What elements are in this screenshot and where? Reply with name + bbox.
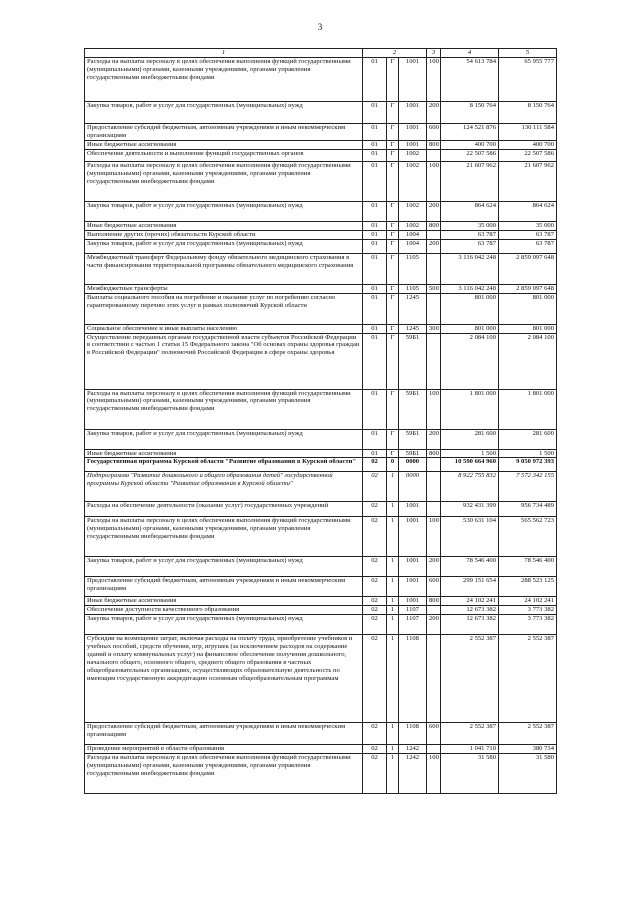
- row-name: Выплаты социального пособия на погребение и оказание услуг по погребению согласно гарантированному перечню этих услуг в рамках полномочий Курской области: [85, 293, 363, 324]
- row-amount-year-2: 130 111 584: [499, 124, 557, 141]
- row-code-direction: 1107: [399, 615, 427, 635]
- table-row: [85, 754, 557, 794]
- row-code-program: 02: [363, 597, 387, 606]
- row-code-expense-type: [427, 458, 441, 472]
- row-name: Закупка товаров, работ и услуг для государственных (муниципальных) нужд: [85, 557, 363, 577]
- table-row: [85, 124, 557, 141]
- row-code-direction: 1001: [399, 124, 427, 141]
- table-row: [85, 723, 557, 745]
- row-name: Подпрограмма "Развитие дошкольного и общего образования детей" государственной программы Курской области "Развитие образования в Курской области": [85, 472, 363, 502]
- header-col-1: 1: [85, 49, 363, 58]
- row-code-subprogram: 1: [387, 606, 399, 615]
- row-code-program: 02: [363, 635, 387, 723]
- row-amount-year-2: 2 859 097 648: [499, 253, 557, 284]
- row-code-expense-type: 600: [427, 124, 441, 141]
- row-amount-year-1: 63 787: [441, 239, 499, 253]
- row-name: Закупка товаров, работ и услуг для государственных (муниципальных) нужд: [85, 615, 363, 635]
- row-code-program: 01: [363, 449, 387, 458]
- row-code-program: 02: [363, 615, 387, 635]
- row-amount-year-1: 24 102 241: [441, 597, 499, 606]
- row-code-direction: 1245: [399, 293, 427, 324]
- row-code-program: 02: [363, 458, 387, 472]
- row-code-program: 01: [363, 284, 387, 293]
- row-code-subprogram: Г: [387, 449, 399, 458]
- row-amount-year-1: 78 546 400: [441, 557, 499, 577]
- row-amount-year-2: 288 523 125: [499, 577, 557, 597]
- row-code-expense-type: 200: [427, 102, 441, 124]
- row-amount-year-1: 12 673 382: [441, 615, 499, 635]
- row-code-direction: 1001: [399, 517, 427, 557]
- row-code-direction: 1001: [399, 58, 427, 102]
- row-code-program: 01: [363, 58, 387, 102]
- row-code-program: 01: [363, 429, 387, 449]
- row-code-program: 01: [363, 141, 387, 150]
- row-code-direction: 1001: [399, 102, 427, 124]
- row-code-program: 02: [363, 472, 387, 502]
- row-code-subprogram: 1: [387, 557, 399, 577]
- row-code-expense-type: 100: [427, 58, 441, 102]
- row-code-direction: 1004: [399, 230, 427, 239]
- header-col-5: 5: [499, 49, 557, 58]
- row-amount-year-1: 8 922 755 832: [441, 472, 499, 502]
- row-amount-year-1: 864 624: [441, 201, 499, 221]
- row-code-subprogram: Г: [387, 161, 399, 201]
- row-amount-year-2: 801 000: [499, 324, 557, 333]
- row-code-expense-type: 800: [427, 221, 441, 230]
- row-name: Обеспечение доступности качественного образования: [85, 606, 363, 615]
- row-name: Субсидии на возмещение затрат, включая расходы на оплату труда, приобретение учебников и учебных пособий, средств обучения, игр, игрушек (за исключением расходов на содержание зданий и оплату коммунальных услуг) на финансовое обеспечение получения дошкольного, начального общего, основного общего, среднего общего образования в частных общеобразовательных организациях, осуществляющих образовательную деятельность по имеющим государственную аккредитацию основным общеобразовательным программам: [85, 635, 363, 723]
- row-code-subprogram: Г: [387, 201, 399, 221]
- row-code-program: 01: [363, 221, 387, 230]
- row-code-subprogram: Г: [387, 253, 399, 284]
- row-code-program: 01: [363, 324, 387, 333]
- row-code-subprogram: 1: [387, 615, 399, 635]
- row-amount-year-1: 3 116 042 248: [441, 253, 499, 284]
- row-name: Иные бюджетные ассигнования: [85, 221, 363, 230]
- row-amount-year-2: 2 859 097 648: [499, 284, 557, 293]
- row-code-direction: 1108: [399, 723, 427, 745]
- row-code-program: 02: [363, 557, 387, 577]
- row-code-direction: 0000: [399, 458, 427, 472]
- table-row: [85, 597, 557, 606]
- row-code-subprogram: Г: [387, 149, 399, 161]
- row-amount-year-2: 63 787: [499, 230, 557, 239]
- row-code-subprogram: Г: [387, 124, 399, 141]
- row-amount-year-2: 63 787: [499, 239, 557, 253]
- row-code-program: 02: [363, 502, 387, 517]
- row-name: Расходы на обеспечение деятельности (оказание услуг) государственных учреждений: [85, 502, 363, 517]
- row-amount-year-1: 2 552 387: [441, 723, 499, 745]
- row-name: Предоставление субсидий бюджетным, автономным учреждениям и иным некоммерческим организациям: [85, 577, 363, 597]
- row-amount-year-2: 3 773 382: [499, 606, 557, 615]
- row-amount-year-1: 530 631 104: [441, 517, 499, 557]
- row-code-direction: 59Б1: [399, 389, 427, 429]
- row-name: Предоставление субсидий бюджетным, автономным учреждениям и иным некоммерческим организациям: [85, 124, 363, 141]
- row-code-program: 01: [363, 201, 387, 221]
- row-code-subprogram: Г: [387, 239, 399, 253]
- row-amount-year-1: 12 673 382: [441, 606, 499, 615]
- row-code-direction: 59Б1: [399, 449, 427, 458]
- row-amount-year-1: 63 787: [441, 230, 499, 239]
- row-code-subprogram: Г: [387, 102, 399, 124]
- row-amount-year-1: 124 521 876: [441, 124, 499, 141]
- row-name: Расходы на выплаты персоналу в целях обеспечения выполнения функций государственными (муниципальными) органами, казенными учреждениями, органами управления государственными внебюджетными фондами: [85, 754, 363, 794]
- row-code-expense-type: 200: [427, 239, 441, 253]
- row-code-expense-type: 800: [427, 597, 441, 606]
- row-amount-year-2: 8 150 764: [499, 102, 557, 124]
- row-amount-year-1: 8 150 764: [441, 102, 499, 124]
- table-row: [85, 141, 557, 150]
- row-code-program: 01: [363, 293, 387, 324]
- row-code-program: 01: [363, 161, 387, 201]
- row-code-direction: 1001: [399, 557, 427, 577]
- row-code-program: 02: [363, 745, 387, 754]
- table-row: [85, 230, 557, 239]
- row-amount-year-2: 7 572 342 155: [499, 472, 557, 502]
- row-amount-year-2: 1 801 000: [499, 389, 557, 429]
- row-amount-year-2: 281 600: [499, 429, 557, 449]
- row-name: Закупка товаров, работ и услуг для государственных (муниципальных) нужд: [85, 239, 363, 253]
- row-name: Осуществление переданных органам государственной власти субъектов Российской Федерации в соответствии с частью 1 статьи 15 Федерального закона "Об основах охраны здоровья граждан в Российской Федерации" полномочий Российской Федерации в сфере охраны здоровья: [85, 333, 363, 389]
- table-header-row: [85, 49, 557, 58]
- row-code-direction: 1002: [399, 221, 427, 230]
- row-amount-year-2: 31 580: [499, 754, 557, 794]
- row-code-expense-type: 800: [427, 141, 441, 150]
- row-code-expense-type: [427, 472, 441, 502]
- row-code-subprogram: 1: [387, 745, 399, 754]
- row-amount-year-2: 3 773 382: [499, 615, 557, 635]
- row-name: Иные бюджетные ассигнования: [85, 141, 363, 150]
- row-code-direction: 1002: [399, 161, 427, 201]
- row-code-expense-type: 200: [427, 429, 441, 449]
- row-amount-year-1: 35 000: [441, 221, 499, 230]
- row-code-subprogram: Г: [387, 429, 399, 449]
- row-name: Выполнение других (прочих) обязательств Курской области: [85, 230, 363, 239]
- row-code-expense-type: [427, 502, 441, 517]
- row-code-subprogram: 1: [387, 502, 399, 517]
- row-code-subprogram: 1: [387, 517, 399, 557]
- row-amount-year-1: 1 041 710: [441, 745, 499, 754]
- row-name: Социальное обеспечение и иные выплаты населению: [85, 324, 363, 333]
- row-code-direction: 1245: [399, 324, 427, 333]
- row-amount-year-1: 54 613 784: [441, 58, 499, 102]
- table-row: [85, 635, 557, 723]
- row-code-expense-type: 500: [427, 284, 441, 293]
- row-code-expense-type: [427, 230, 441, 239]
- row-code-expense-type: 100: [427, 754, 441, 794]
- row-amount-year-2: 65 955 777: [499, 58, 557, 102]
- row-code-expense-type: 800: [427, 449, 441, 458]
- row-amount-year-2: 1 500: [499, 449, 557, 458]
- row-amount-year-2: 21 607 962: [499, 161, 557, 201]
- row-code-expense-type: 200: [427, 557, 441, 577]
- row-amount-year-2: 9 050 972 393: [499, 458, 557, 472]
- row-amount-year-1: 1 500: [441, 449, 499, 458]
- row-code-direction: 1004: [399, 239, 427, 253]
- row-code-subprogram: Г: [387, 58, 399, 102]
- row-code-program: 02: [363, 517, 387, 557]
- row-code-direction: 1242: [399, 754, 427, 794]
- row-code-direction: 1107: [399, 606, 427, 615]
- row-code-expense-type: [427, 606, 441, 615]
- row-code-expense-type: 200: [427, 615, 441, 635]
- row-code-direction: 1001: [399, 141, 427, 150]
- row-amount-year-2: 2 084 100: [499, 333, 557, 389]
- row-amount-year-1: 281 600: [441, 429, 499, 449]
- table-row: [85, 615, 557, 635]
- table-row: [85, 221, 557, 230]
- row-amount-year-2: 78 546 400: [499, 557, 557, 577]
- table-row: [85, 517, 557, 557]
- row-amount-year-1: 21 607 962: [441, 161, 499, 201]
- row-code-direction: 1105: [399, 253, 427, 284]
- row-name: Обеспечение деятельности и выполнение функций государственных органов: [85, 149, 363, 161]
- row-name: Закупка товаров, работ и услуг для государственных (муниципальных) нужд: [85, 102, 363, 124]
- row-code-subprogram: Г: [387, 324, 399, 333]
- row-code-subprogram: 1: [387, 577, 399, 597]
- row-code-program: 01: [363, 239, 387, 253]
- table-row: [85, 239, 557, 253]
- row-code-program: 02: [363, 723, 387, 745]
- page-number: 3: [317, 22, 323, 32]
- row-amount-year-1: 1 801 000: [441, 389, 499, 429]
- row-name: Межбюджетный трансферт Федеральному фонду обязательного медицинского страхования в части финансирования территориальной программы обязательного медицинского страхования: [85, 253, 363, 284]
- row-code-direction: 1242: [399, 745, 427, 754]
- table-row: [85, 293, 557, 324]
- row-amount-year-1: 10 590 664 960: [441, 458, 499, 472]
- row-code-expense-type: 200: [427, 201, 441, 221]
- row-code-subprogram: Г: [387, 284, 399, 293]
- row-name: Проведение мероприятий в области образования: [85, 745, 363, 754]
- row-code-program: 01: [363, 124, 387, 141]
- row-code-subprogram: 1: [387, 597, 399, 606]
- row-amount-year-2: 22 507 586: [499, 149, 557, 161]
- row-amount-year-1: 801 000: [441, 293, 499, 324]
- row-amount-year-1: 932 431 399: [441, 502, 499, 517]
- row-amount-year-2: 864 624: [499, 201, 557, 221]
- table-row: [85, 284, 557, 293]
- row-code-subprogram: Г: [387, 333, 399, 389]
- row-code-subprogram: 1: [387, 754, 399, 794]
- row-code-subprogram: 1: [387, 723, 399, 745]
- table-row: [85, 745, 557, 754]
- row-code-expense-type: [427, 745, 441, 754]
- table-row: [85, 502, 557, 517]
- row-code-program: 01: [363, 253, 387, 284]
- row-code-direction: 1002: [399, 149, 427, 161]
- row-amount-year-2: 801 000: [499, 293, 557, 324]
- row-code-expense-type: [427, 635, 441, 723]
- row-name: Расходы на выплаты персоналу в целях обеспечения выполнения функций государственными (муниципальными) органами, казенными учреждениями, органами управления государственными внебюджетными фондами: [85, 389, 363, 429]
- row-code-expense-type: 600: [427, 577, 441, 597]
- row-code-subprogram: Г: [387, 389, 399, 429]
- row-code-direction: 1105: [399, 284, 427, 293]
- row-amount-year-2: 400 700: [499, 141, 557, 150]
- row-code-direction: 0000: [399, 472, 427, 502]
- row-code-program: 02: [363, 606, 387, 615]
- row-code-program: 01: [363, 333, 387, 389]
- row-code-subprogram: 0: [387, 458, 399, 472]
- row-code-direction: 59Б1: [399, 429, 427, 449]
- row-amount-year-1: 2 084 100: [441, 333, 499, 389]
- row-code-direction: 1001: [399, 597, 427, 606]
- row-code-direction: 1002: [399, 201, 427, 221]
- row-name: Расходы на выплаты персоналу в целях обеспечения выполнения функций государственными (муниципальными) органами, казенными учреждениями, органами управления государственными внебюджетными фондами: [85, 517, 363, 557]
- row-amount-year-1: 3 116 042 248: [441, 284, 499, 293]
- row-code-program: 01: [363, 102, 387, 124]
- row-code-expense-type: 100: [427, 517, 441, 557]
- row-amount-year-2: 35 000: [499, 221, 557, 230]
- row-code-expense-type: [427, 333, 441, 389]
- row-code-expense-type: [427, 149, 441, 161]
- table-row: [85, 201, 557, 221]
- row-code-program: 01: [363, 389, 387, 429]
- table-row: [85, 333, 557, 389]
- row-amount-year-1: 22 507 586: [441, 149, 499, 161]
- table-row: [85, 557, 557, 577]
- table-row: [85, 606, 557, 615]
- row-amount-year-1: 801 000: [441, 324, 499, 333]
- row-amount-year-1: 2 552 387: [441, 635, 499, 723]
- table-row: [85, 58, 557, 102]
- row-name: Закупка товаров, работ и услуг для государственных (муниципальных) нужд: [85, 429, 363, 449]
- table-row: [85, 429, 557, 449]
- row-code-program: 01: [363, 149, 387, 161]
- row-code-expense-type: 100: [427, 161, 441, 201]
- row-amount-year-1: 31 580: [441, 754, 499, 794]
- row-name: Государственная программа Курской области "Развитие образования в Курской области": [85, 458, 363, 472]
- header-col-3: 3: [427, 49, 441, 58]
- table-row: [85, 458, 557, 472]
- row-code-subprogram: Г: [387, 141, 399, 150]
- table-row: [85, 253, 557, 284]
- row-code-expense-type: 300: [427, 324, 441, 333]
- row-amount-year-2: 565 562 723: [499, 517, 557, 557]
- table-row: [85, 161, 557, 201]
- row-code-direction: 1001: [399, 577, 427, 597]
- header-col-2: 2: [363, 49, 427, 58]
- row-code-expense-type: 100: [427, 389, 441, 429]
- row-code-direction: 1001: [399, 502, 427, 517]
- row-code-subprogram: Г: [387, 293, 399, 324]
- row-code-subprogram: Г: [387, 230, 399, 239]
- row-name: Предоставление субсидий бюджетным, автономным учреждениям и иным некоммерческим организациям: [85, 723, 363, 745]
- table-row: [85, 472, 557, 502]
- table-row: [85, 324, 557, 333]
- row-name: Закупка товаров, работ и услуг для государственных (муниципальных) нужд: [85, 201, 363, 221]
- row-code-direction: 59Б1: [399, 333, 427, 389]
- row-code-program: 01: [363, 230, 387, 239]
- row-name: Расходы на выплаты персоналу в целях обеспечения выполнения функций государственными (муниципальными) органами, казенными учреждениями, органами управления государственными внебюджетными фондами: [85, 58, 363, 102]
- row-amount-year-2: 380 734: [499, 745, 557, 754]
- row-code-expense-type: [427, 293, 441, 324]
- row-code-expense-type: [427, 253, 441, 284]
- row-name: Расходы на выплаты персоналу в целях обеспечения выполнения функций государственными (муниципальными) органами, казенными учреждениями, органами управления государственными внебюджетными фондами: [85, 161, 363, 201]
- row-amount-year-2: 24 102 241: [499, 597, 557, 606]
- table-row: [85, 449, 557, 458]
- table-row: [85, 102, 557, 124]
- row-code-program: 02: [363, 577, 387, 597]
- row-code-expense-type: 600: [427, 723, 441, 745]
- row-code-program: 02: [363, 754, 387, 794]
- row-code-subprogram: 1: [387, 472, 399, 502]
- row-name: Межбюджетные трансферты: [85, 284, 363, 293]
- row-amount-year-1: 400 700: [441, 141, 499, 150]
- table-row: [85, 389, 557, 429]
- row-name: Иные бюджетные ассигнования: [85, 597, 363, 606]
- row-amount-year-2: 956 734 489: [499, 502, 557, 517]
- row-code-subprogram: 1: [387, 635, 399, 723]
- budget-table: [84, 48, 557, 794]
- row-amount-year-2: 2 552 387: [499, 723, 557, 745]
- table-row: [85, 577, 557, 597]
- row-amount-year-2: 2 552 387: [499, 635, 557, 723]
- row-amount-year-1: 299 151 654: [441, 577, 499, 597]
- row-code-subprogram: Г: [387, 221, 399, 230]
- table-row: [85, 149, 557, 161]
- row-name: Иные бюджетные ассигнования: [85, 449, 363, 458]
- header-col-4: 4: [441, 49, 499, 58]
- row-code-direction: 1108: [399, 635, 427, 723]
